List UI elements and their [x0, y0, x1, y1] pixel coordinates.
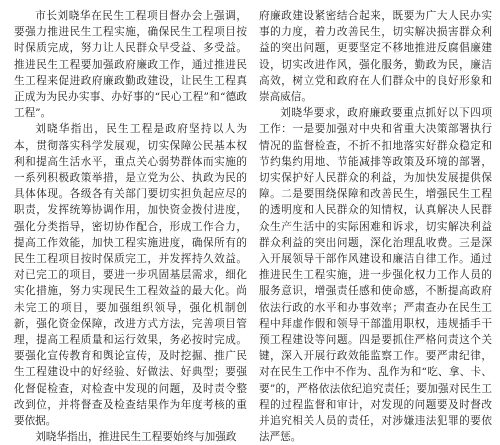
right-paragraph-2: 刘晓华要求，政府廉政要重点抓好以下四项工作：一是要加强对中央和省重大决策部署执行情况的监督检查，不折不扣地落实好群众稳定和节约集约用地、节能减排等政策及环境的部署，切实保护好人民群众的利益，为加快发展提供保障。二是要围绕保障和改善民生，增强民生工程的透明度和人民群众的知情权，认真解决人民群众生产生活中的实际困难和诉求，切实解决利益群众利益的突出问题，深化治理乱收费。三是深入开展领导干部作风建设和廉洁自律工作。通过推进民生工程实施，进一步强化权力工作人员的服务意识，增强责任感和使命感，不断提高政府依法行政的水平和办事效率；严肃查办在民生工程中拜虚作假和领导干部滥用职权，违规插手干预工程建设等问题。四是要抓住严格问责这个关键，深入开展行政效能监察工作。要严肃纪律，对在民生工作中不作为、乱作为和“吃、拿、卡、要”的，严格依法依纪追究责任；要加强对民生工程的过程监督和审计，对发现的问题要及时督改并追究相关人员的责任，对涉嫌违法犯罪的要依法严惩。	[259, 107, 492, 444]
left-text-column	[14, 8, 247, 444]
left-paragraph-2: 刘晓华指出，民生工程是政府坚持以人为本，贯彻落实科学发展观，切实保障公民基本权利和提高生活水平，重点关心弱势群体而实施的一系列积极政策举措，是立党为公、执政为民的具体体现。各级各有关部门要切实担负起应尽的职责，发挥统筹协调作用，加快资金拨付进度，强化分类指导，密切协作配合，形成工作合力，提高工作效能，加快工程实施进度，确保所有的民生工程项目按时保质完工，并发挥持久效益。对已完工的项目，要进一步巩固基层需求，细化实化措施，努力实现民生工程效益的最大化。尚未完工的项目，要加强组织领导，强化机制创新，强化资金保障，改进方式方法，完善项目管理，提高工程质量和运行效果，务必按时完成。要强化宣传教育和舆论宣传，及时挖掘、推广民生工程建设中的好经验、好做法、好典型；要强化督促检查，对检查中发现的问题，及时责令整改到位，并将督查及检查结果作为年度考核的重要依据。	[14, 123, 247, 428]
left-paragraph-3: 刘晓华指出，推进民生工程要始终与加强政	[35, 431, 237, 444]
left-paragraph-1: 市长刘晓华在民生工程项目督办会上强调，要强力推进民生工程实施，确保民生工程项目按时保质完成，努力让人民群众早受益、多受益。推进民生工程要加强政府廉政工作，通过推进民生工程来促进政府廉政勤政建设，让民生工程真正成为为民办实事、办好事的“民心工程”和“德政工程”。	[14, 10, 247, 120]
right-text-column	[259, 8, 492, 444]
right-paragraph-1: 府廉政建设紧密结合起来，既要为广大人民办实事的力度，着力改善民生，切实解决损害群众利益的突出问题，更要坚定不移地推进反腐倡廉建设，切实改进作风，强化服务，勤政为民，廉洁高效，树立党和政府在人们群众中的良好形象和崇高威信。	[259, 10, 492, 104]
